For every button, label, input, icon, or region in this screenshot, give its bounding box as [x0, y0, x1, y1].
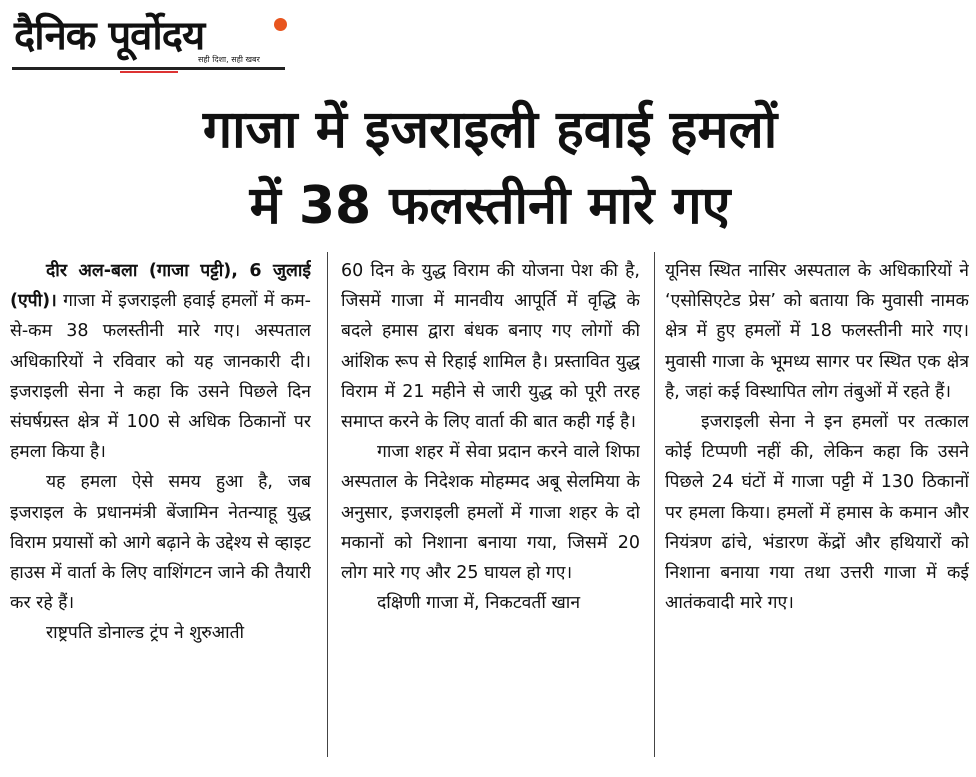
logo-dot-icon [274, 18, 287, 31]
article-column-3 [665, 256, 969, 766]
article-paragraph: यह हमला ऐसे समय हुआ है, जब इजराइल के प्रधानमंत्री बेंजामिन नेतन्याहू युद्ध विराम प्रयासों को आगे बढ़ाने के उद्देश्य से व्हाइट हाउस में वार्ता के लिए वाशिंगटन जाने की तैयारी कर रहे हैं। [10, 472, 311, 614]
column-divider [654, 252, 655, 757]
article-paragraph [10, 256, 311, 467]
headline [40, 92, 940, 244]
masthead-tagline: सही दिशा, सही खबर [198, 55, 260, 64]
article-paragraph: गाजा शहर में सेवा प्रदान करने वाले शिफा अस्पताल के निदेशक मोहम्मद अबू सेलमिया के अनुसार, इजराइली हमलों में गाजा शहर के दो मकानों को निशाना बनाया गया, जिसमें 20 लोग मारे गए और 25 घायल हो गए। [341, 442, 640, 584]
article-paragraph: इजराइली सेना ने इन हमलों पर तत्काल कोई टिप्पणी नहीं की, लेकिन कहा कि उसने पिछले 24 घंटों में गाजा पट्टी में 130 ठिकानों पर हमला किया। हमलों में हमास के कमान और नियंत्रण ढांचे, भंडारण केंद्रों और हथियारों को निशाना बनाया गया तथा उत्तरी गाजा में कई आतंकवादी मारे गए। [665, 412, 969, 614]
paragraph-text: गाजा में इजराइली हवाई हमलों में कम-से-कम 38 फलस्तीनी मारे गए। अस्पताल अधिकारियों ने रविवार को यह जानकारी दी। इजराइली सेना ने कहा कि उसने पिछले दिन संघर्षग्रस्त क्षेत्र में 100 से अधिक ठिकानों पर हमला किया है। [10, 291, 311, 463]
masthead-rule [12, 67, 285, 70]
article-column-2 [341, 256, 640, 766]
article-paragraph: 60 दिन के युद्ध विराम की योजना पेश की है, जिसमें गाजा में मानवीय आपूर्ति में वृद्धि के बदले हमास द्वारा बंधक बनाए गए लोगों की आंशिक रूप से रिहाई शामिल है। प्रस्तावित युद्ध विराम में 21 महीने से जारी युद्ध को पूरी तरह समाप्त करने के लिए वार्ता की बात कही गई है। [341, 261, 640, 433]
headline-line-1: गाजा में इजराइली हवाई हमलों [202, 100, 778, 160]
newspaper-logo: दैनिक पूर्वोदय [14, 13, 205, 59]
masthead [12, 4, 285, 74]
article-paragraph: यूनिस स्थित नासिर अस्पताल के अधिकारियों ने ‘एसोसिएटेड प्रेस’ को बताया कि मुवासी नामक क्षेत्र में हुए हमलों में 18 फलस्तीनी मारे गए। मुवासी गाजा के भूमध्य सागर पर स्थित एक क्षेत्र है, जहां कई विस्थापित लोग तंबुओं में रहते हैं। [665, 261, 969, 402]
headline-line-2: में 38 फलस्तीनी मारे गए [249, 176, 731, 236]
masthead-accent-rule [120, 71, 178, 73]
article-paragraph: राष्ट्रपति डोनाल्ड ट्रंप ने शुरुआती [46, 623, 245, 644]
article-column-1 [10, 256, 311, 766]
article-paragraph: दक्षिणी गाजा में, निकटवर्ती खान [377, 593, 581, 614]
column-divider [327, 252, 328, 757]
dateline: दीर अल-बला (गाजा पट्टी), 6 जुलाई (एपी)। [10, 261, 311, 312]
